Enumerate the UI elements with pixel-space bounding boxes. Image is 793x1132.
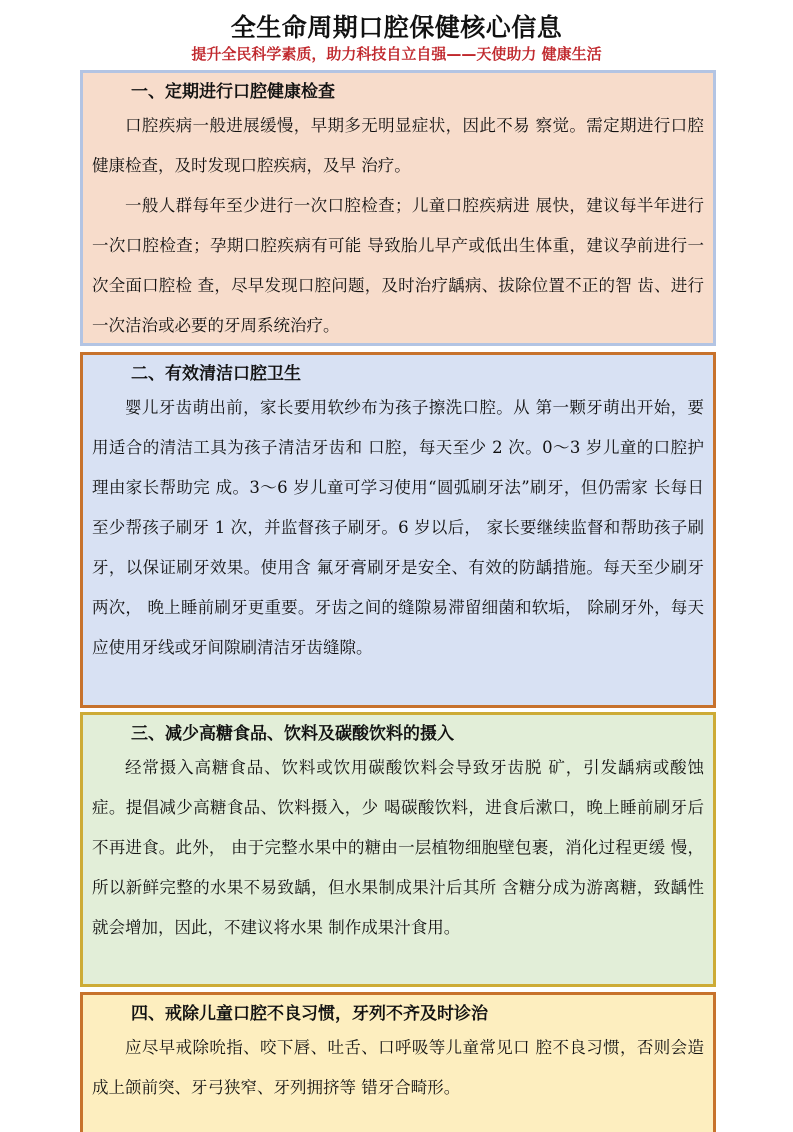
section-regular-checkup [80,70,716,346]
section-reduce-sugar [80,712,716,987]
section-heading: 一、定期进行口腔健康检查 [131,82,335,102]
section-bad-habits [80,992,716,1132]
document-title: 全生命周期口腔保健核心信息 [230,13,563,42]
section-paragraph: 经常摄入高糖食品、饮料或饮用碳酸饮料会导致牙齿脱 矿，引发龋病或酸蚀症。提倡减少高糖食品、饮料摄入，少 喝碳酸饮料，进食后漱口，晚上睡前刷牙后不再进食。此外， 由于完整水果中的糖由一层植物细胞壁包裹，消化过程更缓 慢，所以新鲜完整的水果不易致龋，但水果制成果汁后其所 含糖分成为游离糖，致龋性就会增加，因此，不建议将水果 制作成果汁食用。 [92,758,704,937]
section-oral-hygiene [80,352,716,708]
section-paragraph: 口腔疾病一般进展缓慢，早期多无明显症状，因此不易 察觉。需定期进行口腔健康检查，及时发现口腔疾病，及早 治疗。 [92,116,704,175]
section-paragraph: 应尽早戒除吮指、咬下唇、吐舌、口呼吸等儿童常见口 腔不良习惯，否则会造成上颌前突、牙弓狭窄、牙列拥挤等 错牙合畸形。 [92,1038,704,1097]
section-heading: 二、有效清洁口腔卫生 [131,364,301,384]
section-heading: 四、戒除儿童口腔不良习惯，牙列不齐及时诊治 [131,1004,488,1024]
section-heading: 三、减少高糖食品、饮料及碳酸饮料的摄入 [131,724,454,744]
section-paragraph: 一般人群每年至少进行一次口腔检查；儿童口腔疾病进 展快，建议每半年进行一次口腔检查；孕期口腔疾病有可能 导致胎儿早产或低出生体重，建议孕前进行一次全面口腔检 查，尽早发现口腔问题，及时治疗龋病、拔除位置不正的智 齿、进行一次洁治或必要的牙周系统治疗。 [92,196,704,335]
document-subtitle: 提升全民科学素质，助力科技自立自强——天使助力 健康生活 [191,45,602,63]
section-paragraph: 婴儿牙齿萌出前，家长要用软纱布为孩子擦洗口腔。从 第一颗牙萌出开始，要用适合的清洁工具为孩子清洁牙齿和 口腔，每天至少 2 次。0～3 岁儿童的口腔护理由家长帮助完 成。3～6 岁儿童可学习使用“圆弧刷牙法”刷牙，但仍需家 长每日至少帮孩子刷牙 1 次，并监督孩子刷牙。6 岁以后， 家长要继续监督和帮助孩子刷牙，以保证刷牙效果。使用含 氟牙膏刷牙是安全、有效的防龋措施。每天至少刷牙两次， 晚上睡前刷牙更重要。牙齿之间的缝隙易滞留细菌和软垢， 除刷牙外，每天应使用牙线或牙间隙刷清洁牙齿缝隙。 [92,398,704,657]
